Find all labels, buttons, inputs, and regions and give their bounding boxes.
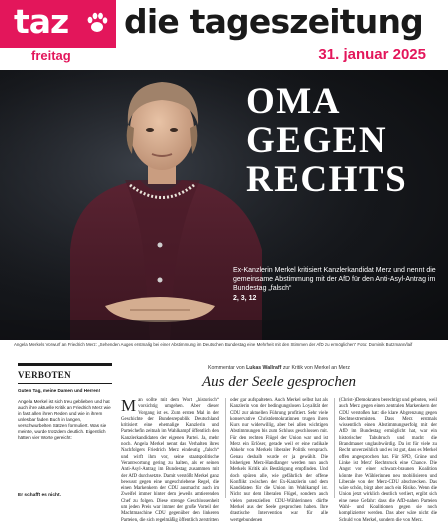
lead-teaser xyxy=(233,266,438,303)
kicker-suffix: zur Kritik von Merkel an Merz xyxy=(282,365,350,371)
commentary-author[interactable]: Lukas Wallraff xyxy=(246,365,282,371)
commentary-header xyxy=(121,365,437,391)
issue-date: 31. januar 2025 xyxy=(318,46,426,63)
photo-caption: Angela Merkels Vorwurf an Friedrich Merz: „Sehenden Auges erstmalig bei einer Abstimmung im Deutschen Bundestag eine Mehrheit mit den Stimmen der AfD zu ermöglichen“ Foto: Dominik Butzmann/laif xyxy=(14,342,413,347)
drop-cap: M xyxy=(121,396,137,415)
commentary-kicker xyxy=(121,365,437,371)
lead-photo xyxy=(0,70,448,340)
masthead xyxy=(0,0,448,70)
weekday: freitag xyxy=(31,48,71,63)
paw-icon xyxy=(85,11,109,35)
verboten-greeting: Guten Tag, meine Damen und Herren! xyxy=(18,388,101,393)
commentary-title[interactable]: Aus der Seele gesprochen xyxy=(202,374,356,390)
headline-line-1: OMA xyxy=(246,81,341,122)
teaser-page-refs[interactable]: 2, 3, 12 xyxy=(233,295,257,302)
kicker-prefix: Kommentar von xyxy=(208,365,245,371)
verboten-title: VERBOTEN xyxy=(18,370,71,380)
commentary-column-1 xyxy=(121,398,219,524)
logo-text: taz xyxy=(14,2,69,41)
headline[interactable] xyxy=(246,82,436,199)
column-divider xyxy=(225,398,226,498)
commentary-column-1-text: an sollte mit dem Wort „historisch“ vorsichtig umgehen. Aber dieser Vorgang ist es. Zum ersten Mal in der Geschichte der Bundesrepublik Deutschland kritisiert eine ehemalige Kanzlerin und Parteichefin zeitnah im Wahlkampf öffentlich den Kanzlerkandidaten der eigenen Partei. Ja, mehr noch. Angela Merkel nennt das Verhalten ihres Nachfolgers Friedrich Merz eindeutig „falsch“ und wirft ihm vor, seine staatspolitische Verantwortung gering zu halten, als er seinen Anti-Asyl-Antrag im Bundestag zusammen mit der AfD durchsetzte. Damit verstößt Merkel ganz bewusst gegen eine ungeschriebene Regel, die einen Markenkern der CDU ausmacht: auch im Zweifel immer hinter dem jeweils amtierenden Chef zu folgen. Diese strenge Geschlossenheit um jeden Preis war immer der große Vorteil der Machtmaschine CDU gegenüber den linkeren Parteien, die sich regelmäßig öffentlich zerstritten xyxy=(121,398,219,523)
verboten-punchline: Er schafft es nicht. xyxy=(18,493,61,498)
newspaper-title: die tageszeitung xyxy=(124,2,423,41)
column-divider xyxy=(334,398,335,498)
teaser-text: Ex-Kanzlerin Merkel kritisiert Kanzlerkandidat Merz und nennt die gemeinsame Abstimmung mit der AfD für den Anti-Asyl-Antrag im Bundestag „falsch“ xyxy=(233,267,436,292)
divider xyxy=(18,383,112,384)
commentary-body xyxy=(121,396,437,523)
headline-line-3: RECHTS xyxy=(246,159,408,200)
divider xyxy=(18,363,112,366)
headline-line-2: GEGEN xyxy=(246,120,388,161)
taz-logo[interactable] xyxy=(0,0,116,48)
verboten-body: Angela Merkel ist sich treu geblieben und hat auch ihre aktuelle Kritik an Friedrich Merz wie in fast allen ihren Reden und wie in ihrem unlesbar faden Buch in langen, verschwurbelten Sätzen formuliert. Was sie meinte, wurde trotzdem deutlich. Eigentlich hätten vier Worte gereicht: xyxy=(18,399,111,440)
verboten-column xyxy=(18,363,112,441)
commentary-column-2: oder gar aufspalteten. Auch Merkel selbst hat als Kanzlerin von der bedingungslosen Loyalität der CDU zur aktuellen Führung profitiert. Sehr viele konservative Christdemokratinnen trugen ihren Kurs nur widerwillig, aber bei allen wichtigen Abstimmungen bis zum Schluss geschlossen mit. Für den rechten Flügel der Union war und ist Merz ein Erlöser, gerade weil er eine radikale Abkehr von Merkels liberaler Politik versprach. Genau deshalb wurde er ja gewählt. Die bisherigen Merz-Handlanger werden nun auch Merkels Kritik als Bestätigung empfinden. Und doch spüren alle, wie gefährlich der offene Konflikt zwischen der Ex-Kanzlerin und dem Kandidaten für die Union im Wahlkampf ist. Nicht nur dem liberalen Flügel, sondern auch vielen potenziellen CDU-Wählerinnen dürfte Merkel aus der Seele gesprochen haben. Ihre drastische Intervention war für alle wertgebundenen xyxy=(230,398,328,523)
commentary-column-3: (Christ-)Demokraten berechtigt und geboten, weil auch Merz gegen einen zentralen Markenkern der CDU verstoßen hat: die klare Abgrenzung gegen Rechtsextremisten. Dass Merz erstmals wissentlich einen Abstimmungserfolg mit der AfD im Bundestag ermöglicht hat, war ein historischer Tabubruch und macht die Brandmauer unglaubwürdig. Da ist für viele zu Recht unverzeihlich und es ist gut, dass es Merkel offen angesprochen hat. Für SPD, Grüne und Linke ist Merz' Rechtsruck eine Chance. Die Angst vor einer schwarz-braunen Koalition könnte ihre Wählerinnen neu mobilisieren und Liberale von der Merz-CDU abschrecken. Das wäre schön, birgt aber auch ein Risiko. Wenn die Union jetzt wirklich deutlich verliert, ergibt sich eine neue Gefahr: dass die AfD-nahen Parteien Wahl- und Koalitionen gegen sie noch komplizierter werden. Das aber wäre nicht die Schuld von Merkel, sondern die von Merz. xyxy=(339,398,437,523)
